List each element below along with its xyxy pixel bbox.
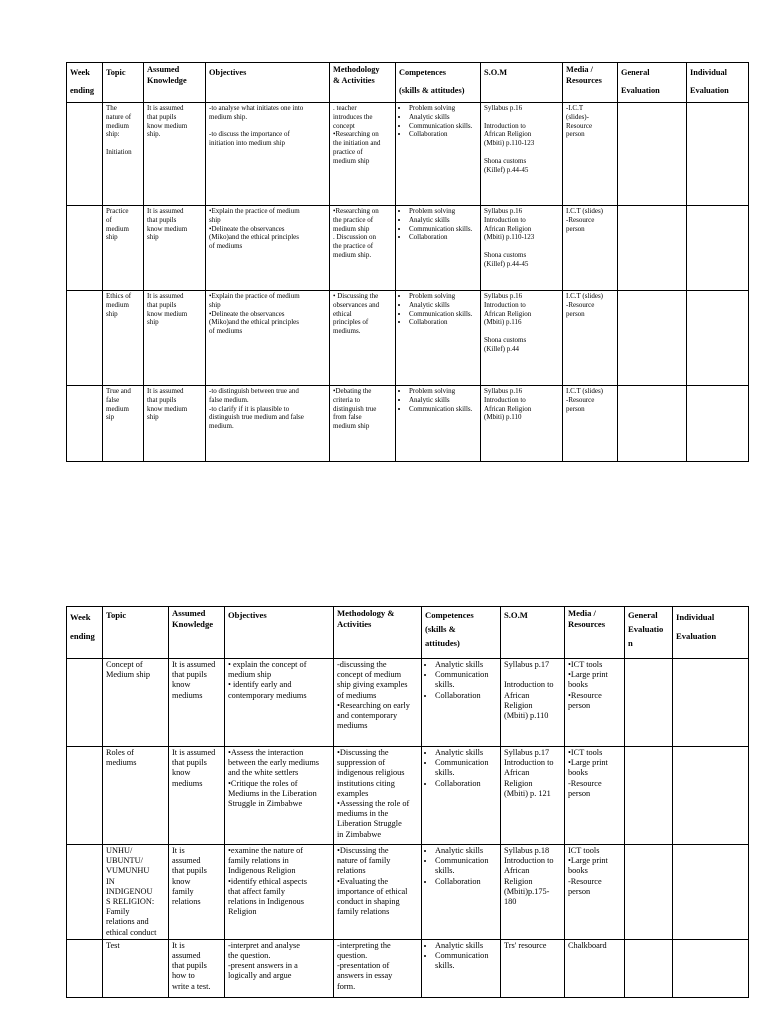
competence-item: • Analytic skills [435,846,497,856]
media-cell: -I.C.T (slides)- Resource person [563,103,618,206]
competence-item: • Problem solving [409,387,477,396]
objectives-cell: -to analyse what initiates one into medium ship. -to discuss the importance of initiation into medium ship [206,103,330,206]
general-eval-cell [618,103,687,206]
header-media-resources: Media / Resources [563,63,618,103]
competence-item: • Analytic skills [435,748,497,758]
week-cell [67,291,103,386]
competences-cell [422,845,501,940]
week-cell [67,386,103,462]
header-methodology: Methodology & Activities [330,63,396,103]
competence-item: • Communication skills. [409,122,477,131]
table-header-row [67,607,749,659]
objectives-cell: •Explain the practice of medium ship •Delineate the observances (Miko)and the ethical principles of mediums [206,206,330,291]
competence-item: • Analytic skills [435,660,497,670]
som-cell: Syllabus p.17 Introduction to African Religion (Mbiti) p.110 [501,659,565,747]
table-row [67,103,749,206]
competence-item: • Analytic skills [409,396,477,405]
week-cell [67,206,103,291]
header-individual-evaluation: Individual Evaluation [687,63,749,103]
general-eval-cell [618,386,687,462]
header-week-ending: Week ending [67,63,103,103]
competences-cell [396,386,481,462]
assumed-cell: It is assumed that pupils know family relations [169,845,225,940]
week-cell [67,845,103,940]
competences-cell [422,659,501,747]
objectives-cell: -interpret and analyse the question. -present answers in a logically and argue [225,939,334,997]
header-objectives: Objectives [206,63,330,103]
competence-item: • Analytic skills [409,216,477,225]
table-header-row [67,63,749,103]
week-cell [67,747,103,845]
header-competences: Competences (skills & attitudes) [422,607,501,659]
objectives-cell: •examine the nature of family relations in Indigenous Religion •identify ethical aspects that affect family relations in Indigenous Religion [225,845,334,940]
methodology-cell: -discussing the concept of medium ship giving examples of mediums •Researching on early and contemporary mediums [334,659,422,747]
competence-item: • Collaboration [409,318,477,327]
individual-eval-cell [687,103,749,206]
assumed-cell: It is assumed that pupils know mediums [169,747,225,845]
individual-eval-cell [673,659,749,747]
header-general-evaluation: General Evaluatio n [625,607,673,659]
competence-item: • Communication skills. [435,670,497,690]
competence-item: • Collaboration [435,691,497,701]
media-cell: I.C.T (slides) -Resource person [563,291,618,386]
topic-cell: True and false medium sip [103,386,144,462]
competence-item: • Collaboration [435,877,497,887]
media-cell: I.C.T (slides) -Resource person [563,386,618,462]
table-row [67,939,749,997]
individual-eval-cell [673,939,749,997]
individual-eval-cell [673,845,749,940]
methodology-cell: -interpreting the question. -presentation of answers in essay form. [334,939,422,997]
general-eval-cell [625,659,673,747]
som-cell: Syllabus p.18 Introduction to African Religion (Mbiti)p.175- 180 [501,845,565,940]
header-assumed-knowledge: Assumed Knowledge [144,63,206,103]
competence-item: • Collaboration [435,779,497,789]
scheme-table-2 [66,606,749,998]
media-cell: Chalkboard [565,939,625,997]
assumed-cell: It is assumed that pupils how to write a test. [169,939,225,997]
methodology-cell: . teacher introduces the concept •Researching on the initiation and practice of medium ship [330,103,396,206]
table-row [67,845,749,940]
topic-cell: UNHU/ UBUNTU/ VUMUNHU IN INDIGENOU S RELIGION: Family relations and ethical conduct [103,845,169,940]
som-cell: Trs' resource [501,939,565,997]
header-topic: Topic [103,63,144,103]
header-week-ending: Week ending [67,607,103,659]
competence-item: • Communication skills. [435,856,497,876]
individual-eval-cell [687,386,749,462]
competences-cell [396,103,481,206]
general-eval-cell [618,291,687,386]
topic-cell: The nature of medium ship: Initiation [103,103,144,206]
header-som: S.O.M [501,607,565,659]
som-cell: Syllabus p.16 Introduction to African Religion (Mbiti) p.116 Shona customs (Killef) p.44 [481,291,563,386]
media-cell: •ICT tools •Large print books -Resource person [565,747,625,845]
header-som: S.O.M [481,63,563,103]
individual-eval-cell [673,747,749,845]
assumed-cell: It is assumed that pupils know medium ship. [144,103,206,206]
competence-item: • Collaboration [409,233,477,242]
methodology-cell: •Discussing the nature of family relations •Evaluating the importance of ethical conduct in shaping family relations [334,845,422,940]
assumed-cell: It is assumed that pupils know medium ship [144,206,206,291]
individual-eval-cell [687,291,749,386]
objectives-cell: • explain the concept of medium ship • identify early and contemporary mediums [225,659,334,747]
table-row [67,747,749,845]
som-cell: Syllabus p.16 Introduction to African Religion (Mbiti) p.110 [481,386,563,462]
general-eval-cell [618,206,687,291]
header-assumed-knowledge: Assumed Knowledge [169,607,225,659]
assumed-cell: It is assumed that pupils know medium ship [144,291,206,386]
table-row [67,659,749,747]
competence-item: • Analytic skills [409,301,477,310]
header-topic: Topic [103,607,169,659]
som-cell: Syllabus p.17 Introduction to African Religion (Mbiti) p. 121 [501,747,565,845]
competence-item: • Analytic skills [435,941,497,951]
objectives-cell: •Explain the practice of medium ship •Delineate the observances (Miko)and the ethical principles of mediums [206,291,330,386]
objectives-cell: -to distinguish between true and false medium. -to clarify if it is plausible to distinguish true medium and false medium. [206,386,330,462]
assumed-cell: It is assumed that pupils know medium ship [144,386,206,462]
competences-cell [396,206,481,291]
general-eval-cell [625,939,673,997]
objectives-cell: •Assess the interaction between the early mediums and the white settlers •Critique the roles of Mediums in the Liberation Struggle in Zimbabwe [225,747,334,845]
table-row [67,386,749,462]
competence-item: • Communication skills. [409,225,477,234]
methodology-cell: •Discussing the suppression of indigenous religious institutions citing examples •Assessing the role of mediums in the Liberation Struggle in Zimbabwe [334,747,422,845]
topic-cell: Ethics of medium ship [103,291,144,386]
general-eval-cell [625,845,673,940]
header-objectives: Objectives [225,607,334,659]
assumed-cell: It is assumed that pupils know mediums [169,659,225,747]
topic-cell: Practice of medium ship [103,206,144,291]
scheme-table-1 [66,62,749,462]
competences-cell [396,291,481,386]
methodology-cell: • Discussing the observances and ethical principles of mediums. [330,291,396,386]
table-row [67,291,749,386]
competences-cell [422,747,501,845]
header-competences: Competences (skills & attitudes) [396,63,481,103]
media-cell: •ICT tools •Large print books •Resource person [565,659,625,747]
competence-item: • Problem solving [409,104,477,113]
methodology-cell: •Researching on the practice of medium ship . Discussion on the practice of medium ship. [330,206,396,291]
topic-cell: Test [103,939,169,997]
week-cell [67,659,103,747]
competence-item: • Communication skills. [409,310,477,319]
competence-item: • Problem solving [409,207,477,216]
competence-item: • Collaboration [409,130,477,139]
som-cell: Syllabus p.16 Introduction to African Religion (Mbiti) p.110-123 Shona customs (Killef) p.44-45 [481,103,563,206]
week-cell [67,939,103,997]
header-individual-evaluation: Individual Evaluation [673,607,749,659]
header-media-resources: Media / Resources [565,607,625,659]
topic-cell: Concept of Medium ship [103,659,169,747]
general-eval-cell [625,747,673,845]
competence-item: • Problem solving [409,292,477,301]
header-general-evaluation: General Evaluation [618,63,687,103]
topic-cell: Roles of mediums [103,747,169,845]
competence-item: • Analytic skills [409,113,477,122]
methodology-cell: •Debating the criteria to distinguish true from false medium ship [330,386,396,462]
competence-item: • Communication skills. [435,758,497,778]
individual-eval-cell [687,206,749,291]
som-cell: Syllabus p.16 Introduction to African Religion (Mbiti) p.110-123 Shona customs (Killef) p.44-45 [481,206,563,291]
media-cell: I.C.T (slides) -Resource person [563,206,618,291]
table-row [67,206,749,291]
media-cell: ICT tools •Large print books -Resource person [565,845,625,940]
header-methodology: Methodology & Activities [334,607,422,659]
competences-cell [422,939,501,997]
week-cell [67,103,103,206]
competence-item: • Communication skills. [409,405,477,414]
competence-item: • Communication skills. [435,951,497,971]
